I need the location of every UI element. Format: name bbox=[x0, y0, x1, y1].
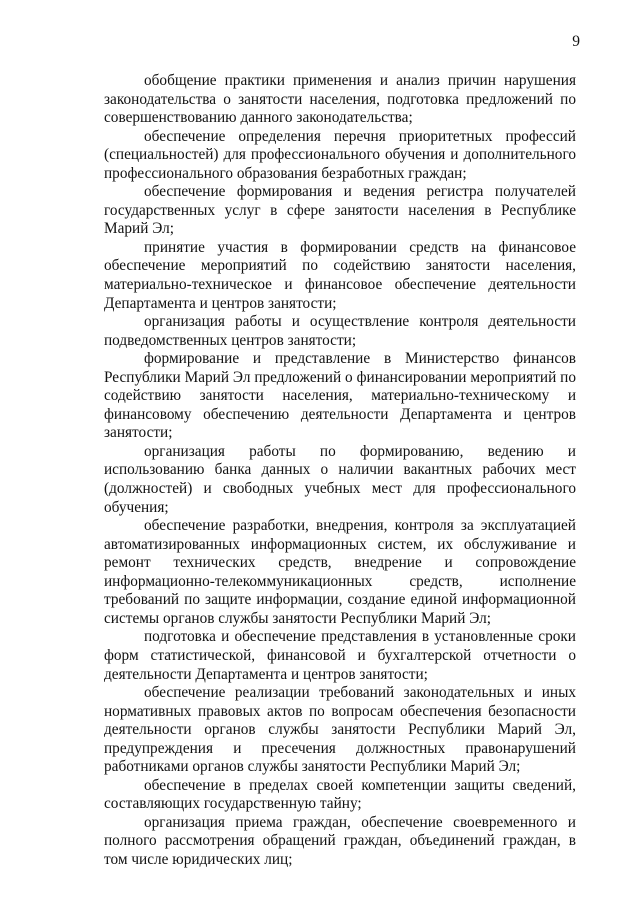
paragraph-9: подготовка и обеспечение представления в установленные сроки форм статистической, финансовой и бухгалтерской отчетности о деятельности Департамента и центров занятости; bbox=[104, 628, 576, 683]
paragraph-12: организация приема граждан, обеспечение своевременного и полного рассмотрения обращений граждан, объединений граждан, в том числе юридических лиц; bbox=[104, 813, 576, 868]
paragraph-10: обеспечение реализации требований законодательных и иных нормативных правовых актов по вопросам обеспечения безопасности деятельности органов службы занятости Республики Марий Эл, предупреждения и пресечения должностных правонарушений работниками органов службы занятости Республики Марий Эл; bbox=[104, 684, 576, 776]
paragraph-7: организация работы по формированию, ведению и использованию банка данных о наличии вакантных рабочих мест (должностей) и свободных учебных мест для профессионального обучения; bbox=[104, 442, 576, 516]
paragraph-4: принятие участия в формировании средств на финансовое обеспечение мероприятий по содействию занятости населения, материально-техническое и финансовое обеспечение деятельности Департамента и центров занятости; bbox=[104, 238, 576, 312]
paragraph-2: обеспечение определения перечня приоритетных профессий (специальностей) для профессионального обучения и дополнительного профессионального образования безработных граждан; bbox=[104, 127, 576, 182]
paragraph-3: обеспечение формирования и ведения регистра получателей государственных услуг в сфере занятости населения в Республике Марий Эл; bbox=[104, 183, 576, 238]
paragraph-11: обеспечение в пределах своей компетенции защиты сведений, составляющих государственную тайну; bbox=[104, 776, 576, 813]
paragraph-8: обеспечение разработки, внедрения, контроля за эксплуатацией автоматизированных информационных систем, их обслуживание и ремонт технических средств, внедрение и сопровождение информационно-телекоммуникационных средств, исполнение требований по защите информации, создание единой информационной системы органов службы занятости Республики Марий Эл; bbox=[104, 517, 576, 627]
paragraph-6: формирование и представление в Министерство финансов Республики Марий Эл предложений о финансировании мероприятий по содействию занятости населения, материально-техническому и финансовому обеспечению деятельности Департамента и центров занятости; bbox=[104, 350, 576, 442]
paragraph-1: обобщение практики применения и анализ причин нарушения законодательства о занятости населения, подготовка предложений по совершенствованию данного законодательства; bbox=[104, 72, 576, 127]
page-number: 9 bbox=[572, 33, 580, 50]
document-body bbox=[104, 72, 576, 870]
paragraph-5: организация работы и осуществление контроля деятельности подведомственных центров занятости; bbox=[104, 313, 576, 349]
